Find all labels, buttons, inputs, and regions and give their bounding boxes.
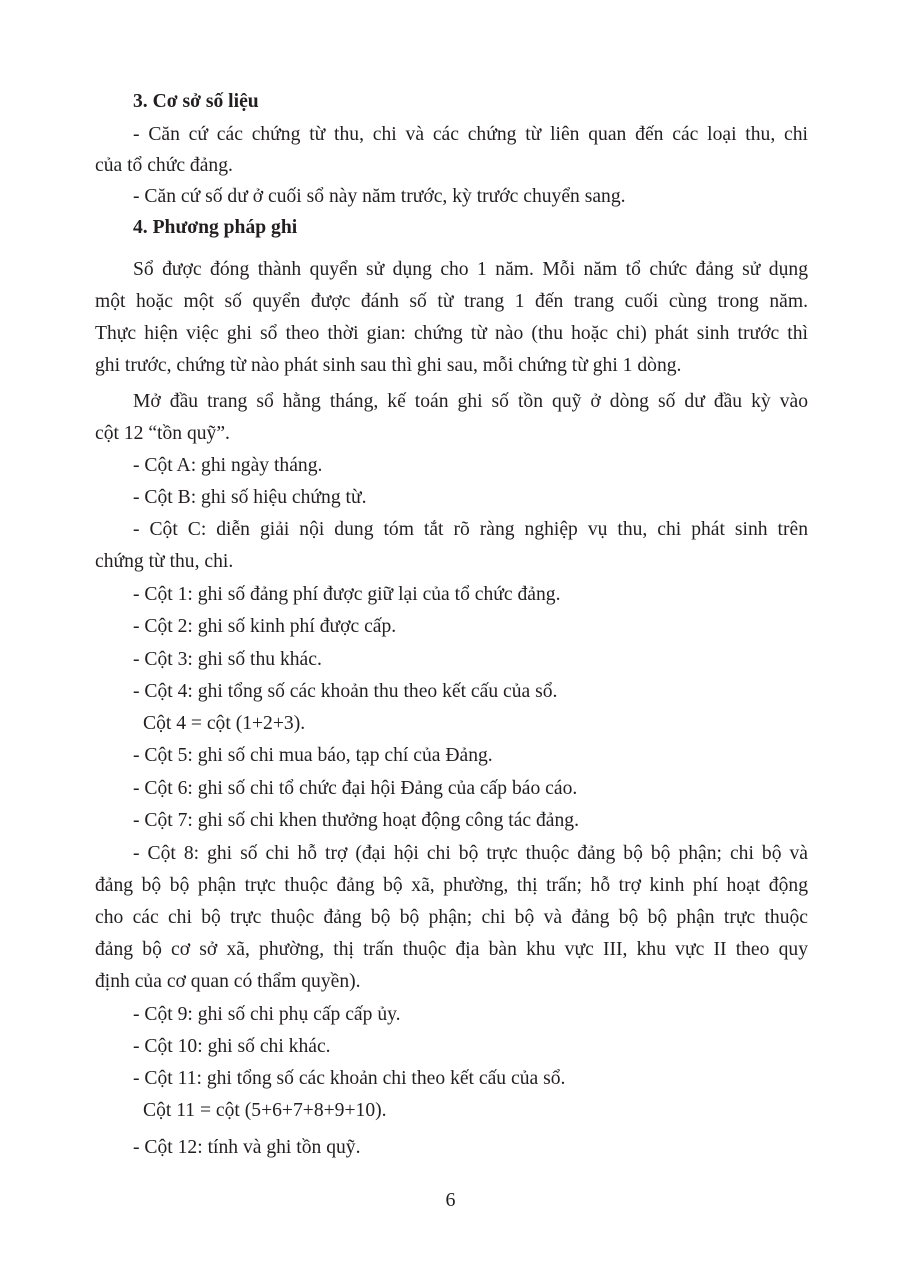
text-line: ghi trước, chứng từ nào phát sinh sau thì ghi sau, mỗi chứng từ ghi 1 dòng. — [95, 355, 682, 376]
section-heading: 3. Cơ sở số liệu — [133, 91, 259, 112]
text-line: - Cột 11: ghi tổng số các khoản chi theo kết cấu của sổ. — [133, 1068, 566, 1089]
text-line: - Cột 12: tính và ghi tồn quỹ. — [133, 1137, 361, 1158]
text-line: đảng bộ cơ sở xã, phường, thị trấn thuộc địa bàn khu vực III, khu vực II theo quy — [95, 939, 808, 960]
text-line: - Cột A: ghi ngày tháng. — [133, 455, 323, 476]
text-line: - Cột 6: ghi số chi tổ chức đại hội Đảng của cấp báo cáo. — [133, 778, 578, 799]
text-line: - Cột C: diễn giải nội dung tóm tắt rõ ràng nghiệp vụ thu, chi phát sinh trên — [133, 519, 808, 540]
section-heading: 4. Phương pháp ghi — [133, 217, 298, 238]
text-line: - Căn cứ các chứng từ thu, chi và các chứng từ liên quan đến các loại thu, chi — [133, 124, 808, 145]
text-line: - Cột 5: ghi số chi mua báo, tạp chí của Đảng. — [133, 745, 493, 766]
text-line: Cột 4 = cột (1+2+3). — [143, 713, 306, 734]
text-line: - Cột 8: ghi số chi hỗ trợ (đại hội chi bộ trực thuộc đảng bộ bộ phận; chi bộ và — [133, 843, 808, 864]
text-line: cho các chi bộ trực thuộc đảng bộ bộ phận; chi bộ và đảng bộ bộ phận trực thuộc — [95, 907, 808, 928]
text-line: Sổ được đóng thành quyển sử dụng cho 1 năm. Mỗi năm tổ chức đảng sử dụng — [133, 259, 808, 280]
text-line: - Cột 10: ghi số chi khác. — [133, 1036, 331, 1057]
text-line: - Cột 7: ghi số chi khen thưởng hoạt động công tác đảng. — [133, 810, 579, 831]
text-line: - Căn cứ số dư ở cuối sổ này năm trước, kỳ trước chuyển sang. — [133, 186, 626, 207]
text-line: định của cơ quan có thẩm quyền). — [95, 971, 361, 992]
text-line: Thực hiện việc ghi sổ theo thời gian: chứng từ nào (thu hoặc chi) phát sinh trước thì — [95, 323, 808, 344]
text-line: Cột 11 = cột (5+6+7+8+9+10). — [143, 1100, 387, 1121]
text-line: - Cột 9: ghi số chi phụ cấp cấp ủy. — [133, 1004, 401, 1025]
text-line: chứng từ thu, chi. — [95, 551, 234, 572]
text-line: - Cột 3: ghi số thu khác. — [133, 649, 322, 670]
text-line: một hoặc một số quyển được đánh số từ trang 1 đến trang cuối cùng trong năm. — [95, 291, 808, 312]
text-line: - Cột B: ghi số hiệu chứng từ. — [133, 487, 367, 508]
text-line: Mở đầu trang sổ hằng tháng, kế toán ghi số tồn quỹ ở dòng số dư đầu kỳ vào — [133, 391, 808, 412]
text-line: - Cột 1: ghi số đảng phí được giữ lại của tổ chức đảng. — [133, 584, 561, 605]
text-line: - Cột 4: ghi tổng số các khoản thu theo kết cấu của sổ. — [133, 681, 558, 702]
text-line: - Cột 2: ghi số kinh phí được cấp. — [133, 616, 397, 637]
page-number: 6 — [445, 1189, 456, 1211]
text-line: cột 12 “tồn quỹ”. — [95, 423, 230, 444]
text-line: đảng bộ bộ phận trực thuộc đảng bộ xã, phường, thị trấn; hỗ trợ kinh phí hoạt động — [95, 875, 808, 896]
text-line: của tổ chức đảng. — [95, 155, 233, 176]
